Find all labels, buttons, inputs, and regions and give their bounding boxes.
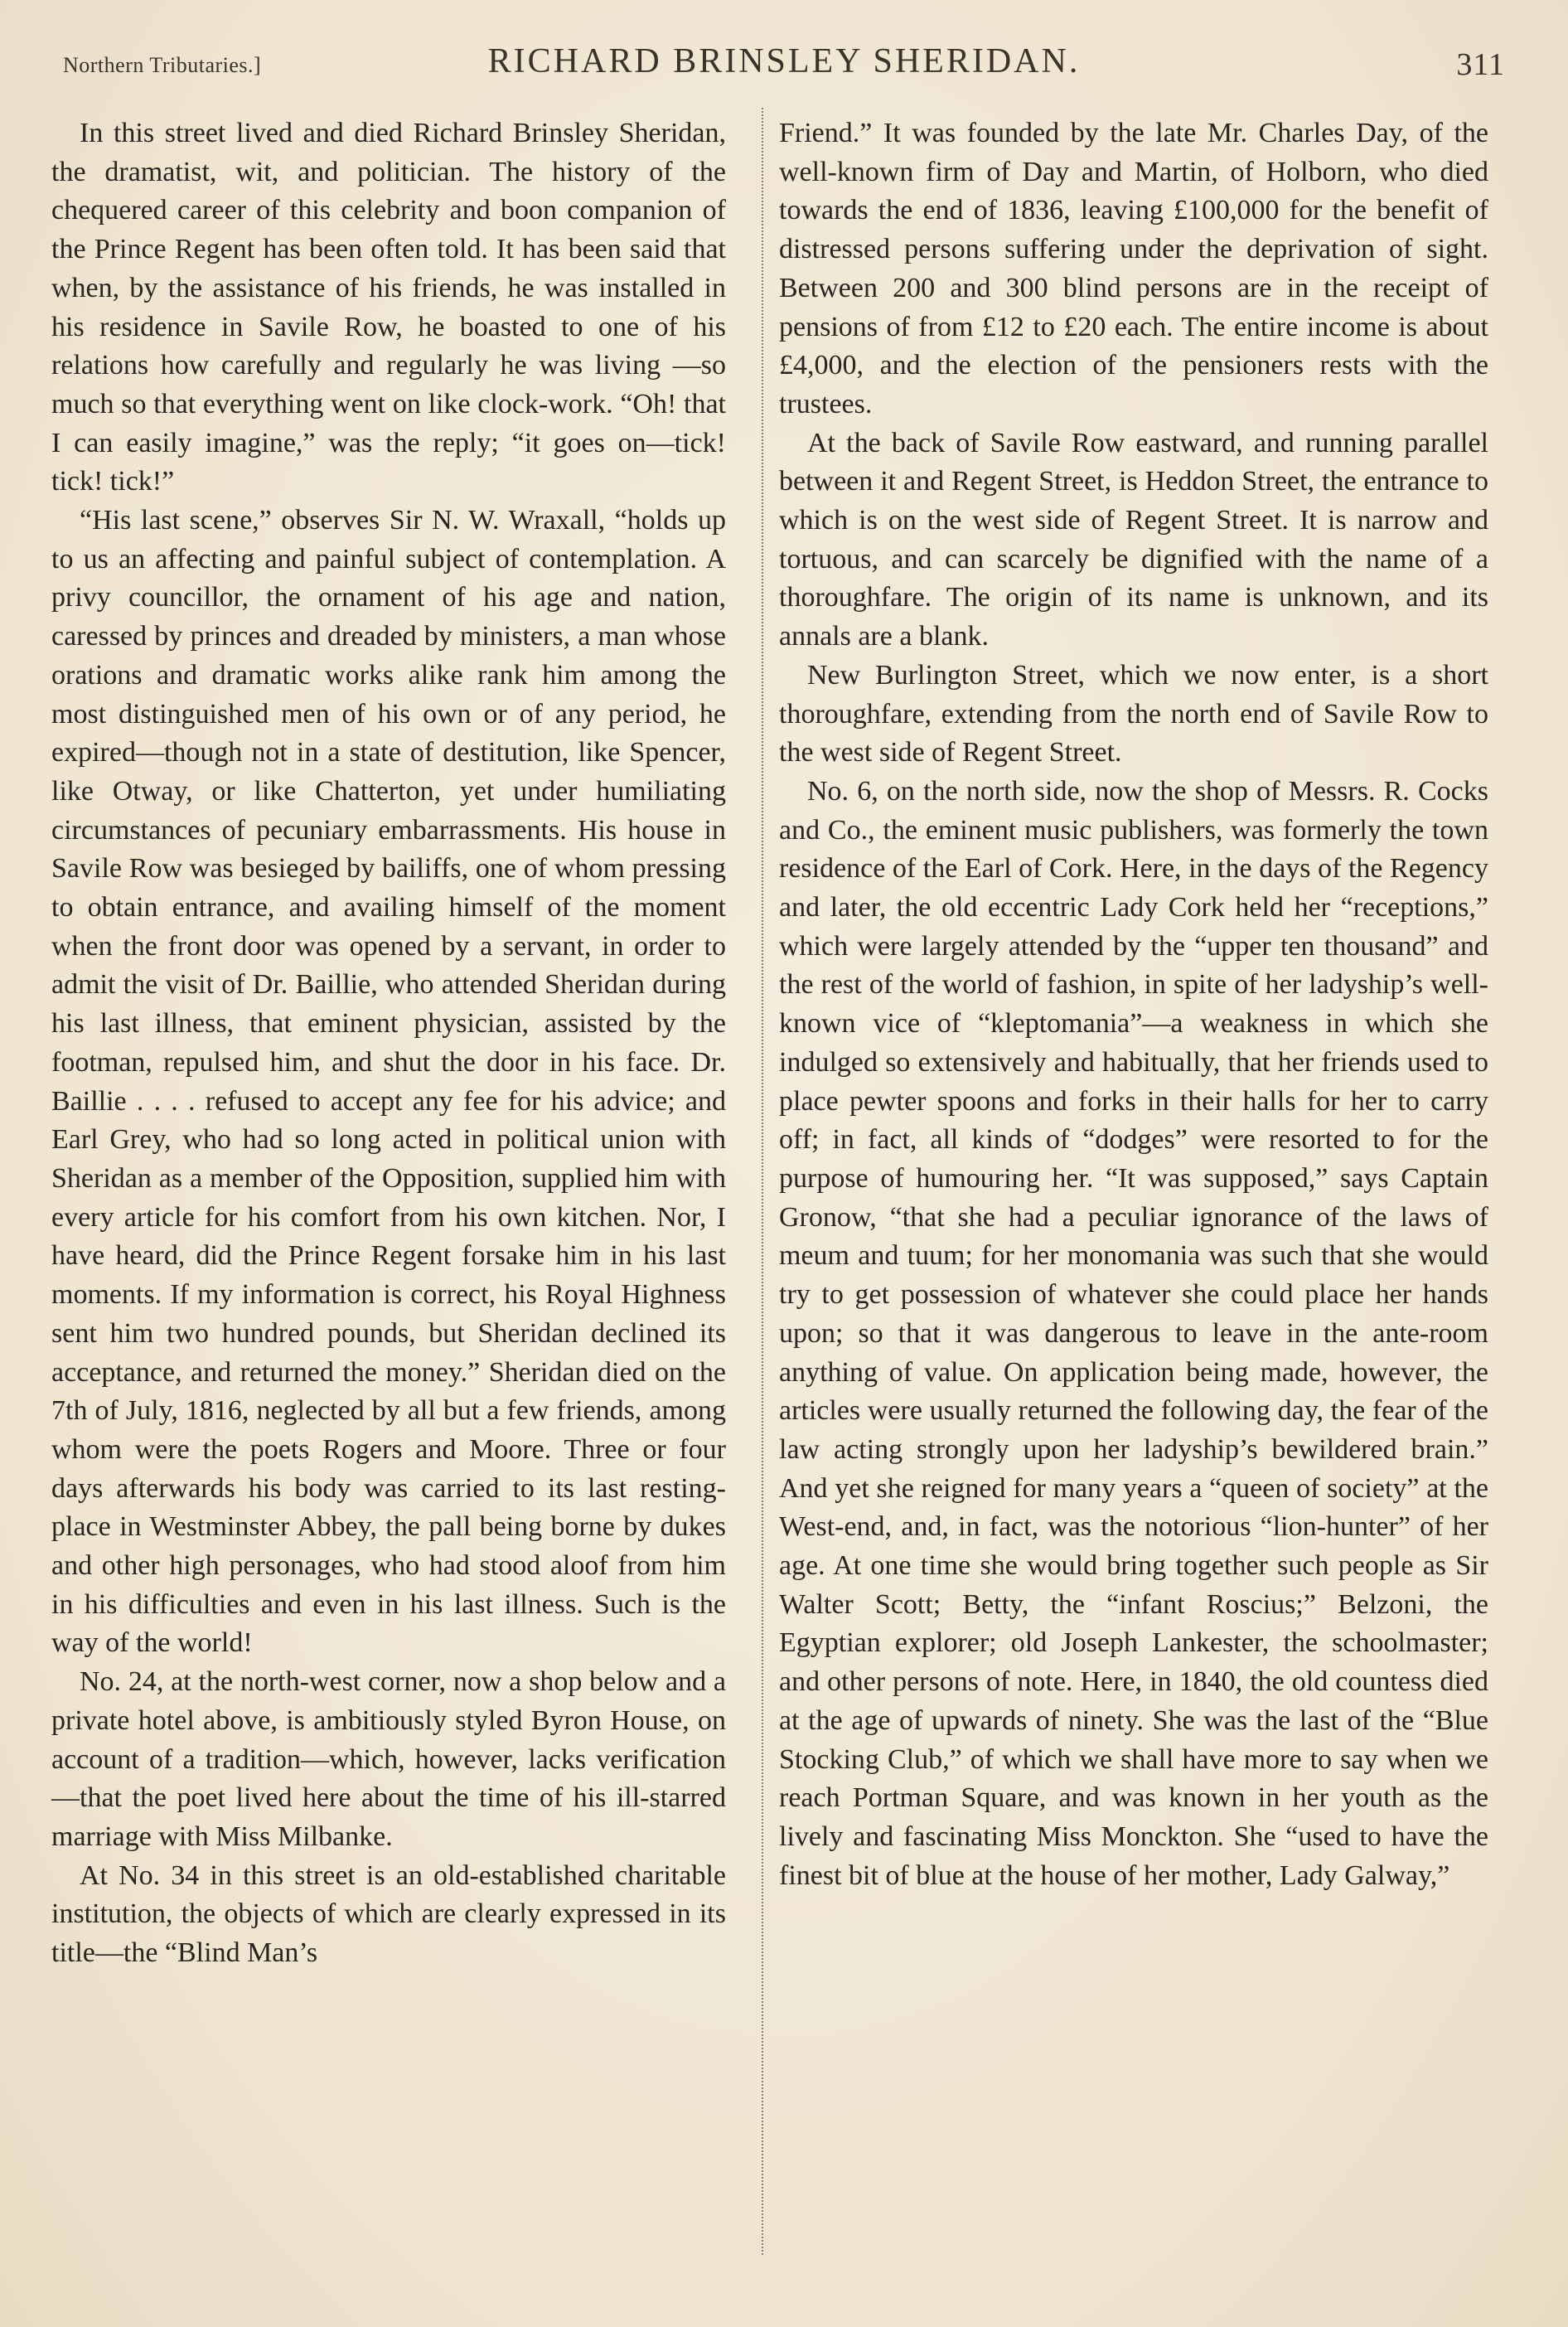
- column-divider: [762, 108, 763, 2255]
- paragraph: In this street lived and died Richard Brinsley Sheridan, the dramatist, wit, and politician. The history of the chequered career of this celebrity and boon companion of the Prince Regent has been often told. It has been said that when, by the assistance of his friends, he was installed in his residence in Savile Row, he boasted to one of his relations how carefully and regularly he was living —so much so that everything went on like clock-work. “Oh! that I can easily imagine,” was the reply; “it goes on—tick! tick! tick!”: [51, 118, 726, 497]
- page-number: 311: [1456, 47, 1505, 82]
- paragraph-continued: Friend.” It was founded by the late Mr. Charles Day, of the well-known firm of Day and Martin, of Holborn, who died towards the end of 1836, leaving £100,000 for the benefit of distressed persons suffering under the deprivation of sight. Between 200 and 300 blind persons are in the receipt of pensions of from £12 to £20 each. The entire income is about £4,000, and the election of the pensioners rests with the trustees.: [779, 118, 1488, 419]
- paragraph: At the back of Savile Row eastward, and running parallel between it and Regent Street, is Heddon Street, the entrance to which is on the west side of Regent Street. It is narrow and tortuous, and can scarcely be dignified with the name of a thoroughfare. The origin of its name is unknown, and its annals are a blank.: [779, 427, 1488, 652]
- paragraph: “His last scene,” observes Sir N. W. Wraxall, “holds up to us an affecting and painful subject of contemplation. A privy councillor, the ornament of his age and nation, caressed by princes and dreaded by ministers, a man whose orations and dramatic works alike rank him among the most distinguished men of his own or of any period, he expired—though not in a state of destitution, like Spencer, like Otway, or like Chatterton, yet under humiliating circumstances of pecuniary embarrassments. His house in Savile Row was besieged by bailiffs, one of whom pressing to obtain entrance, and availing himself of the moment when the front door was opened by a servant, in order to admit the visit of Dr. Baillie, who attended Sheridan during his last illness, that eminent physician, assisted by the footman, repulsed him, and shut the door in his face. Dr. Baillie . . . . refused to accept any fee for his advice; and Earl Grey, who had so long acted in political union with Sheridan as a member of the Opposition, supplied him with every article for his comfort from his own kitchen. Nor, I have heard, did the Prince Regent forsake him in his last moments. If my information is correct, his Royal Highness sent him two hundred pounds, but Sheridan declined its acceptance, and returned the money.” Sheridan died on the 7th of July, 1816, neglected by all but a few friends, among whom were the poets Rogers and Moore. Three or four days afterwards his body was carried to its last resting-place in Westminster Abbey, the pall being borne by dukes and other high personages, who had stood aloof from him in his difficulties and even in his last illness. Such is the way of the world!: [51, 505, 726, 1659]
- paragraph: No. 6, on the north side, now the shop of Messrs. R. Cocks and Co., the eminent music publishers, was formerly the town residence of the Earl of Cork. Here, in the days of the Regency and later, the old eccentric Lady Cork held her “receptions,” which were largely attended by the “upper ten thousand” and the rest of the world of fashion, in spite of her ladyship’s well-known vice of “kleptomania”—a weakness in which she indulged so extensively and habitually, that her friends used to place pewter spoons and forks in their halls for her to carry off; in fact, all kinds of “dodges” were resorted to for the purpose of humouring her. “It was supposed,” says Captain Gronow, “that she had a peculiar ignorance of the laws of meum and tuum; for her monomania was such that she would try to get possession of whatever she could place her hands upon; so that it was dangerous to leave in the ante-room anything of value. On application being made, however, the articles were usually returned the following day, the fear of the law acting strongly upon her ladyship’s bewildered brain.” And yet she reigned for many years a “queen of society” at the West-end, and, in fact, was the notorious “lion-hunter” of her age. At one time she would bring together such people as Sir Walter Scott; Betty, the “infant Roscius;” Belzoni, the Egyptian explorer; old Joseph Lankester, the schoolmaster; and other persons of note. Here, in 1840, the old countess died at the age of upwards of ninety. She was the last of the “Blue Stocking Club,” of which we shall have more to say when we reach Portman Square, and was known in her youth as the lively and fascinating Miss Monckton. She “used to have the finest bit of blue at the house of her mother, Lady Galway,”: [779, 775, 1488, 1891]
- paragraph: New Burlington Street, which we now enter, is a short thoroughfare, extending from the north end of Savile Row to the west side of Regent Street.: [779, 659, 1488, 768]
- left-column: [51, 114, 726, 1973]
- section-label: Northern Tributaries.]: [63, 53, 262, 77]
- paragraph: No. 24, at the north-west corner, now a shop below and a private hotel above, is ambitiously styled Byron House, on account of a tradition—which, however, lacks verification—that the poet lived here about the time of his ill-starred marriage with Miss Milbanke.: [51, 1666, 726, 1852]
- paragraph: At No. 34 in this street is an old-established charitable institution, the objects of which are clearly expressed in its title—the “Blind Man’s: [51, 1859, 726, 1969]
- running-header: [63, 41, 1505, 91]
- right-column: [779, 114, 1488, 1895]
- page-title: RICHARD BRINSLEY SHERIDAN.: [487, 42, 1081, 80]
